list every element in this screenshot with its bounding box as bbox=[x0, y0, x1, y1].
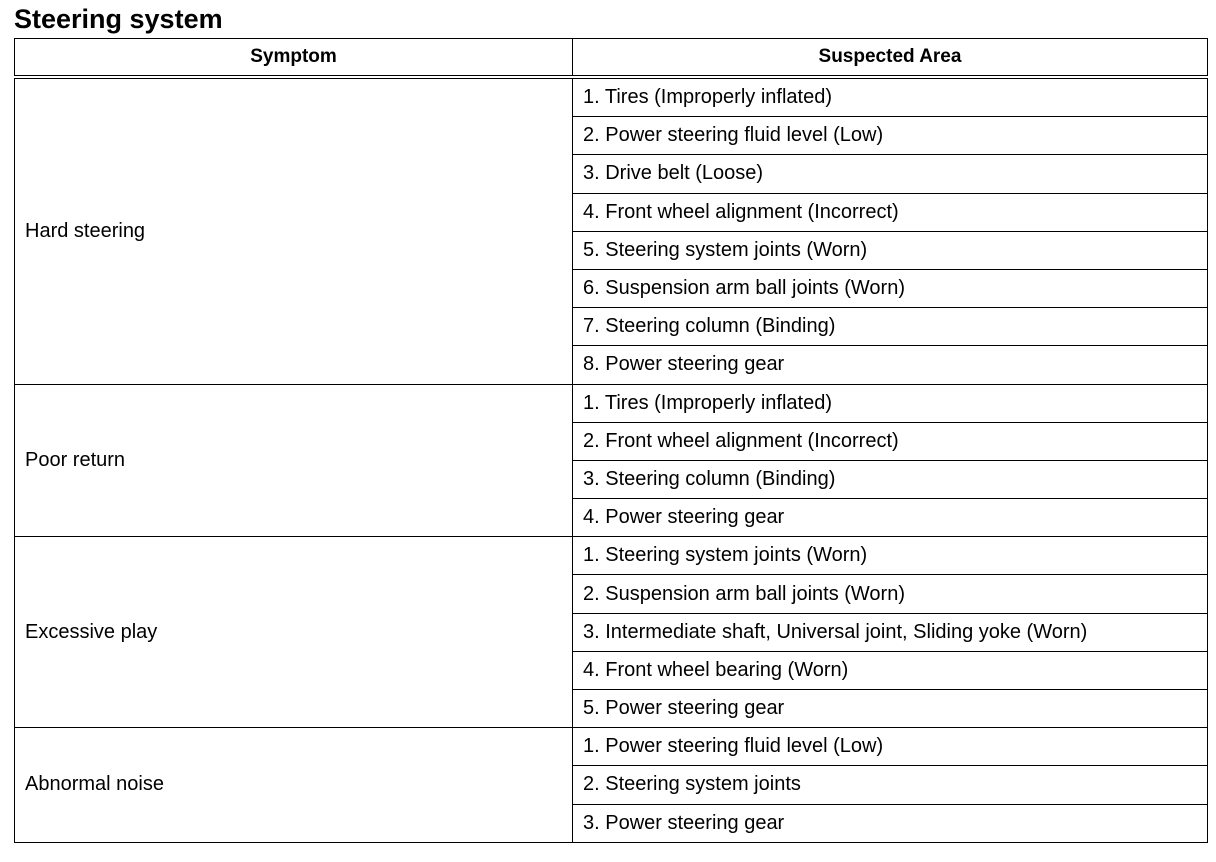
suspected-area-cell: 4. Power steering gear bbox=[573, 499, 1208, 537]
suspected-area-cell: 2. Steering system joints bbox=[573, 766, 1208, 804]
table-header-row bbox=[15, 39, 1208, 78]
suspected-area-cell: 8. Power steering gear bbox=[573, 346, 1208, 384]
symptom-cell: Poor return bbox=[15, 384, 573, 537]
suspected-area-cell: 7. Steering column (Binding) bbox=[573, 308, 1208, 346]
suspected-area-cell: 3. Steering column (Binding) bbox=[573, 460, 1208, 498]
suspected-area-cell: 1. Steering system joints (Worn) bbox=[573, 537, 1208, 575]
suspected-area-cell: 1. Power steering fluid level (Low) bbox=[573, 728, 1208, 766]
troubleshooting-table bbox=[14, 38, 1208, 843]
suspected-area-cell: 3. Power steering gear bbox=[573, 804, 1208, 842]
symptom-cell: Excessive play bbox=[15, 537, 573, 728]
symptom-column-header: Symptom bbox=[15, 39, 573, 78]
table-row bbox=[15, 77, 1208, 117]
suspected-area-cell: 6. Suspension arm ball joints (Worn) bbox=[573, 269, 1208, 307]
symptom-cell: Hard steering bbox=[15, 77, 573, 384]
suspected-area-cell: 1. Tires (Improperly inflated) bbox=[573, 77, 1208, 117]
suspected-area-cell: 3. Drive belt (Loose) bbox=[573, 155, 1208, 193]
suspected-area-cell: 1. Tires (Improperly inflated) bbox=[573, 384, 1208, 422]
suspected-area-cell: 2. Front wheel alignment (Incorrect) bbox=[573, 422, 1208, 460]
suspected-area-cell: 4. Front wheel alignment (Incorrect) bbox=[573, 193, 1208, 231]
table-row bbox=[15, 537, 1208, 575]
suspected-area-cell: 5. Power steering gear bbox=[573, 690, 1208, 728]
symptom-cell: Abnormal noise bbox=[15, 728, 573, 843]
table-row bbox=[15, 384, 1208, 422]
page-title: Steering system bbox=[14, 4, 223, 34]
suspected-area-cell: 2. Suspension arm ball joints (Worn) bbox=[573, 575, 1208, 613]
suspected-area-cell: 2. Power steering fluid level (Low) bbox=[573, 117, 1208, 155]
suspected-area-column-header: Suspected Area bbox=[573, 39, 1208, 78]
suspected-area-cell: 3. Intermediate shaft, Universal joint, Sliding yoke (Worn) bbox=[573, 613, 1208, 651]
suspected-area-cell: 5. Steering system joints (Worn) bbox=[573, 231, 1208, 269]
table-row bbox=[15, 728, 1208, 766]
suspected-area-cell: 4. Front wheel bearing (Worn) bbox=[573, 651, 1208, 689]
